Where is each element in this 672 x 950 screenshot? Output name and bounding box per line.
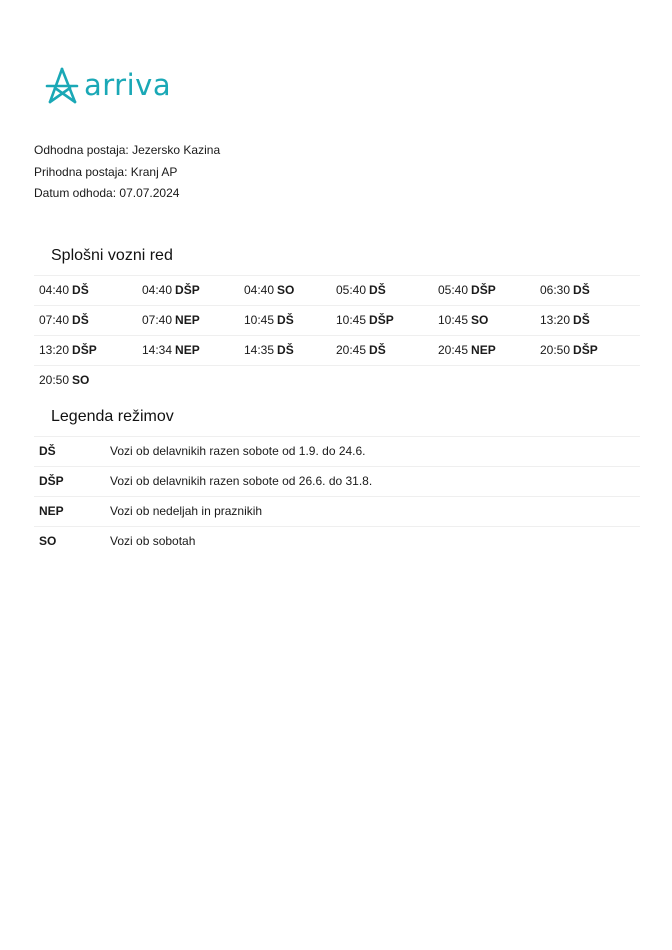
departure-time: 10:45 xyxy=(336,313,367,327)
departure-time: 14:35 xyxy=(244,343,275,357)
departure-cell xyxy=(535,336,640,365)
regime-code: DŠP xyxy=(369,313,394,327)
departure-cell xyxy=(433,276,535,305)
trip-info xyxy=(34,142,220,207)
departure-time: 20:50 xyxy=(39,373,70,387)
regime-code: NEP xyxy=(175,343,200,357)
legend-row xyxy=(34,497,640,527)
departure-time: 07:40 xyxy=(39,313,70,327)
schedule-row xyxy=(34,306,640,336)
departure-cell xyxy=(433,306,535,335)
departure-time: 04:40 xyxy=(39,283,70,297)
departure-cell xyxy=(433,336,535,365)
schedule-grid xyxy=(34,275,640,395)
legend-description: Vozi ob delavnikih razen sobote od 1.9. do 24.6. xyxy=(110,444,366,458)
schedule-row xyxy=(34,276,640,306)
regime-code: DŠ xyxy=(369,283,386,297)
legend-row xyxy=(34,527,640,556)
regime-code: DŠ xyxy=(573,283,590,297)
schedule-row xyxy=(34,336,640,366)
departure-date: Datum odhoda: 07.07.2024 xyxy=(34,186,180,200)
departure-cell xyxy=(535,276,640,305)
departure-time: 20:45 xyxy=(336,343,367,357)
departure-time: 07:40 xyxy=(142,313,173,327)
departure-station: Odhodna postaja: Jezersko Kazina xyxy=(34,143,221,157)
arriva-star-icon xyxy=(44,66,80,106)
arriva-logo xyxy=(44,66,171,106)
departure-time: 05:40 xyxy=(336,283,367,297)
regime-code: DŠ xyxy=(72,283,89,297)
departure-time: 14:34 xyxy=(142,343,173,357)
legend-code: DŠP xyxy=(39,474,64,488)
regime-code: DŠP xyxy=(175,283,200,297)
legend-row xyxy=(34,437,640,467)
legend-description: Vozi ob nedeljah in praznikih xyxy=(110,504,263,518)
departure-time: 10:45 xyxy=(244,313,275,327)
departure-cell xyxy=(137,276,239,305)
departure-time: 05:40 xyxy=(438,283,469,297)
departure-time: 20:50 xyxy=(540,343,571,357)
regime-code: DŠP xyxy=(471,283,496,297)
departure-time: 13:20 xyxy=(540,313,571,327)
legend-table xyxy=(34,436,640,556)
schedule-row xyxy=(34,366,640,395)
departure-cell xyxy=(331,276,433,305)
departure-cell xyxy=(239,306,331,335)
departure-cell xyxy=(239,276,331,305)
legend-code: DŠ xyxy=(39,444,56,458)
regime-code: DŠ xyxy=(573,313,590,327)
departure-cell xyxy=(34,306,137,335)
schedule-title: Splošni vozni red xyxy=(51,247,173,264)
arrival-station: Prihodna postaja: Kranj AP xyxy=(34,164,178,179)
regime-code: DŠ xyxy=(277,343,294,357)
departure-time: 04:40 xyxy=(142,283,173,297)
departure-cell xyxy=(535,306,640,335)
departure-time: 10:45 xyxy=(438,313,469,327)
departure-cell xyxy=(331,336,433,365)
departure-cell xyxy=(34,276,137,305)
legend-code: SO xyxy=(39,534,57,548)
legend-title: Legenda režimov xyxy=(51,408,174,425)
regime-code: NEP xyxy=(175,313,200,327)
departure-time: 06:30 xyxy=(540,283,571,297)
legend-description: Vozi ob sobotah xyxy=(110,534,196,548)
departure-cell xyxy=(137,306,239,335)
departure-cell xyxy=(34,366,137,395)
departure-cell xyxy=(137,336,239,365)
regime-code: DŠ xyxy=(369,343,386,357)
departure-cell xyxy=(34,336,137,365)
legend-description: Vozi ob delavnikih razen sobote od 26.6. do 31.8. xyxy=(110,474,373,488)
regime-code: SO xyxy=(277,283,295,297)
brand-name: arriva xyxy=(84,67,172,102)
legend-row xyxy=(34,467,640,497)
legend-code: NEP xyxy=(39,504,64,518)
regime-code: SO xyxy=(471,313,489,327)
regime-code: DŠ xyxy=(277,313,294,327)
departure-time: 20:45 xyxy=(438,343,469,357)
regime-code: DŠP xyxy=(72,343,97,357)
departure-cell xyxy=(239,336,331,365)
regime-code: NEP xyxy=(471,343,496,357)
departure-cell xyxy=(331,306,433,335)
regime-code: SO xyxy=(72,373,90,387)
regime-code: DŠ xyxy=(72,313,89,327)
departure-time: 13:20 xyxy=(39,343,70,357)
regime-code: DŠP xyxy=(573,343,598,357)
departure-time: 04:40 xyxy=(244,283,275,297)
